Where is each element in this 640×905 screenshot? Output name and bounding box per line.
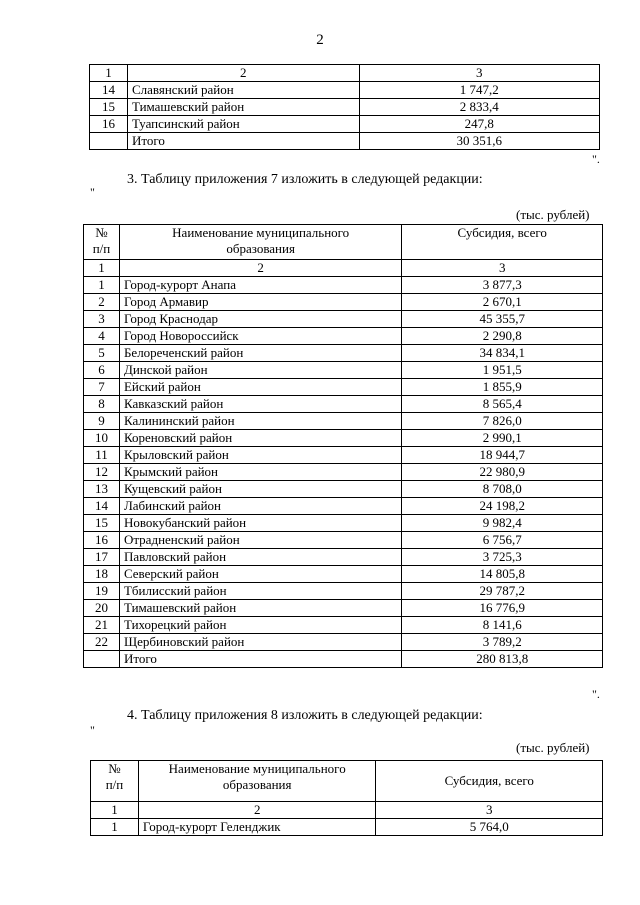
- subsidy-value-cell: 30 351,6: [359, 133, 599, 150]
- col-header-name: Наименование муниципального образования: [119, 225, 401, 260]
- subsidy-value-cell: 2 290,8: [402, 328, 603, 345]
- row-number-cell: 16: [90, 116, 128, 133]
- col-header-number: № п/п: [84, 225, 120, 260]
- table-row: [84, 260, 603, 277]
- row-number-cell: 16: [84, 532, 120, 549]
- col-header-subsidy: Субсидия, всего: [376, 761, 603, 802]
- closing-quote: ".: [592, 687, 600, 701]
- municipality-name-cell: Северский район: [119, 566, 401, 583]
- subsidy-value-cell: 1 747,2: [359, 82, 599, 99]
- row-number-cell: 12: [84, 464, 120, 481]
- page-number: 2: [316, 32, 324, 48]
- table-row: [84, 634, 603, 651]
- subsidy-value-cell: 8 708,0: [402, 481, 603, 498]
- row-number-cell: 19: [84, 583, 120, 600]
- row-number-cell: [90, 133, 128, 150]
- table-row: [84, 362, 603, 379]
- row-number-cell: 15: [90, 99, 128, 116]
- table-row: [84, 481, 603, 498]
- subsidy-value-cell: 18 944,7: [402, 447, 603, 464]
- row-number-cell: 13: [84, 481, 120, 498]
- subsidy-value-cell: 45 355,7: [402, 311, 603, 328]
- municipality-name-cell: Динской район: [119, 362, 401, 379]
- row-number-cell: 1: [91, 819, 139, 836]
- subsidy-value-cell: 3 789,2: [402, 634, 603, 651]
- table-row: [84, 549, 603, 566]
- municipality-name-cell: Город-курорт Геленджик: [138, 819, 376, 836]
- table-row: [90, 99, 600, 116]
- subsidy-value-cell: 24 198,2: [402, 498, 603, 515]
- row-number-cell: 3: [84, 311, 120, 328]
- subsidy-value-cell: 34 834,1: [402, 345, 603, 362]
- units-label: (тыс. рублей): [516, 207, 590, 222]
- numbering-cell: 2: [138, 802, 376, 819]
- closing-quote: ".: [592, 152, 600, 166]
- municipality-name-cell: Лабинский район: [119, 498, 401, 515]
- municipality-name-cell: Итого: [119, 651, 401, 668]
- municipality-name-cell: Крыловский район: [119, 447, 401, 464]
- table-row: [84, 379, 603, 396]
- table-row: [90, 133, 600, 150]
- table-row: [84, 464, 603, 481]
- units-label: (тыс. рублей): [516, 740, 590, 755]
- subsidy-value-cell: 3 725,3: [402, 549, 603, 566]
- col-number-header: 2: [127, 65, 359, 82]
- municipality-name-cell: Новокубанский район: [119, 515, 401, 532]
- table-row: [84, 532, 603, 549]
- municipality-name-cell: Калининский район: [119, 413, 401, 430]
- table-row: [84, 617, 603, 634]
- table-row: [84, 498, 603, 515]
- row-number-cell: 9: [84, 413, 120, 430]
- row-number-cell: 15: [84, 515, 120, 532]
- table-header-row: [84, 225, 603, 260]
- table-row: [91, 819, 603, 836]
- subsidy-value-cell: 7 826,0: [402, 413, 603, 430]
- subsidy-value-cell: 2 833,4: [359, 99, 599, 116]
- row-number-cell: 17: [84, 549, 120, 566]
- table-row: [84, 345, 603, 362]
- row-number-cell: 22: [84, 634, 120, 651]
- table-row: [84, 600, 603, 617]
- table-row: [84, 277, 603, 294]
- municipality-name-cell: Город Новороссийск: [119, 328, 401, 345]
- opening-quote: ": [90, 723, 95, 737]
- table-header-row: [91, 761, 603, 802]
- municipality-name-cell: Кавказский район: [119, 396, 401, 413]
- opening-quote: ": [90, 185, 95, 199]
- municipality-name-cell: Тимашевский район: [127, 99, 359, 116]
- municipality-name-cell: Щербиновский район: [119, 634, 401, 651]
- municipality-name-cell: Тбилисский район: [119, 583, 401, 600]
- subsidy-value-cell: 3 877,3: [402, 277, 603, 294]
- row-number-cell: 11: [84, 447, 120, 464]
- table-row: [84, 413, 603, 430]
- subsidy-value-cell: 8 565,4: [402, 396, 603, 413]
- col-header-name: Наименование муниципального образования: [138, 761, 376, 802]
- row-number-cell: 18: [84, 566, 120, 583]
- municipality-name-cell: Итого: [127, 133, 359, 150]
- municipality-name-cell: Отрадненский район: [119, 532, 401, 549]
- col-number-header: 1: [90, 65, 128, 82]
- table-row: [84, 311, 603, 328]
- municipality-name-cell: Белореченский район: [119, 345, 401, 362]
- row-number-cell: 21: [84, 617, 120, 634]
- municipality-name-cell: Город Армавир: [119, 294, 401, 311]
- subsidy-value-cell: 247,8: [359, 116, 599, 133]
- subsidy-value-cell: 14 805,8: [402, 566, 603, 583]
- municipality-name-cell: Ейский район: [119, 379, 401, 396]
- row-number-cell: 8: [84, 396, 120, 413]
- table-row: [84, 583, 603, 600]
- row-number-cell: 5: [84, 345, 120, 362]
- subsidy-value-cell: 9 982,4: [402, 515, 603, 532]
- row-number-cell: 20: [84, 600, 120, 617]
- table-row: [84, 396, 603, 413]
- municipality-name-cell: Кущевский район: [119, 481, 401, 498]
- numbering-cell: 3: [376, 802, 603, 819]
- table-row: [84, 515, 603, 532]
- row-number-cell: 7: [84, 379, 120, 396]
- table-row: [90, 82, 600, 99]
- numbering-cell: 1: [91, 802, 139, 819]
- municipality-name-cell: Город Краснодар: [119, 311, 401, 328]
- subsidy-value-cell: 5 764,0: [376, 819, 603, 836]
- table-row: [84, 447, 603, 464]
- col-header-subsidy: Субсидия, всего: [402, 225, 603, 260]
- subsidy-value-cell: 16 776,9: [402, 600, 603, 617]
- municipality-name-cell: Кореновский район: [119, 430, 401, 447]
- row-number-cell: 6: [84, 362, 120, 379]
- table-appendix-7: [83, 224, 603, 668]
- table-row: [84, 651, 603, 668]
- municipality-name-cell: Тимашевский район: [119, 600, 401, 617]
- numbering-cell: 3: [402, 260, 603, 277]
- subsidy-value-cell: 6 756,7: [402, 532, 603, 549]
- section-3-heading: 3. Таблицу приложения 7 изложить в следующей редакции:: [127, 172, 483, 187]
- row-number-cell: 14: [90, 82, 128, 99]
- table-row: [90, 116, 600, 133]
- row-number-cell: 14: [84, 498, 120, 515]
- row-number-cell: 4: [84, 328, 120, 345]
- subsidy-value-cell: 8 141,6: [402, 617, 603, 634]
- subsidy-value-cell: 280 813,8: [402, 651, 603, 668]
- table-row: [90, 65, 600, 82]
- subsidy-value-cell: 1 855,9: [402, 379, 603, 396]
- col-number-header: 3: [359, 65, 599, 82]
- subsidy-value-cell: 2 990,1: [402, 430, 603, 447]
- table-row: [84, 430, 603, 447]
- table-row: [84, 294, 603, 311]
- numbering-cell: 2: [119, 260, 401, 277]
- municipality-name-cell: Туапсинский район: [127, 116, 359, 133]
- row-number-cell: 1: [84, 277, 120, 294]
- table-row: [84, 328, 603, 345]
- row-number-cell: 10: [84, 430, 120, 447]
- row-number-cell: [84, 651, 120, 668]
- subsidy-value-cell: 29 787,2: [402, 583, 603, 600]
- numbering-cell: 1: [84, 260, 120, 277]
- municipality-name-cell: Крымский район: [119, 464, 401, 481]
- municipality-name-cell: Тихорецкий район: [119, 617, 401, 634]
- subsidy-value-cell: 2 670,1: [402, 294, 603, 311]
- municipality-name-cell: Славянский район: [127, 82, 359, 99]
- table-appendix-8: [90, 760, 603, 836]
- table-row: [84, 566, 603, 583]
- subsidy-value-cell: 22 980,9: [402, 464, 603, 481]
- subsidy-value-cell: 1 951,5: [402, 362, 603, 379]
- section-4-heading: 4. Таблицу приложения 8 изложить в следующей редакции:: [127, 708, 483, 723]
- row-number-cell: 2: [84, 294, 120, 311]
- table-row: [91, 802, 603, 819]
- municipality-name-cell: Павловский район: [119, 549, 401, 566]
- municipality-name-cell: Город-курорт Анапа: [119, 277, 401, 294]
- table-top: [89, 64, 600, 150]
- col-header-number: № п/п: [91, 761, 139, 802]
